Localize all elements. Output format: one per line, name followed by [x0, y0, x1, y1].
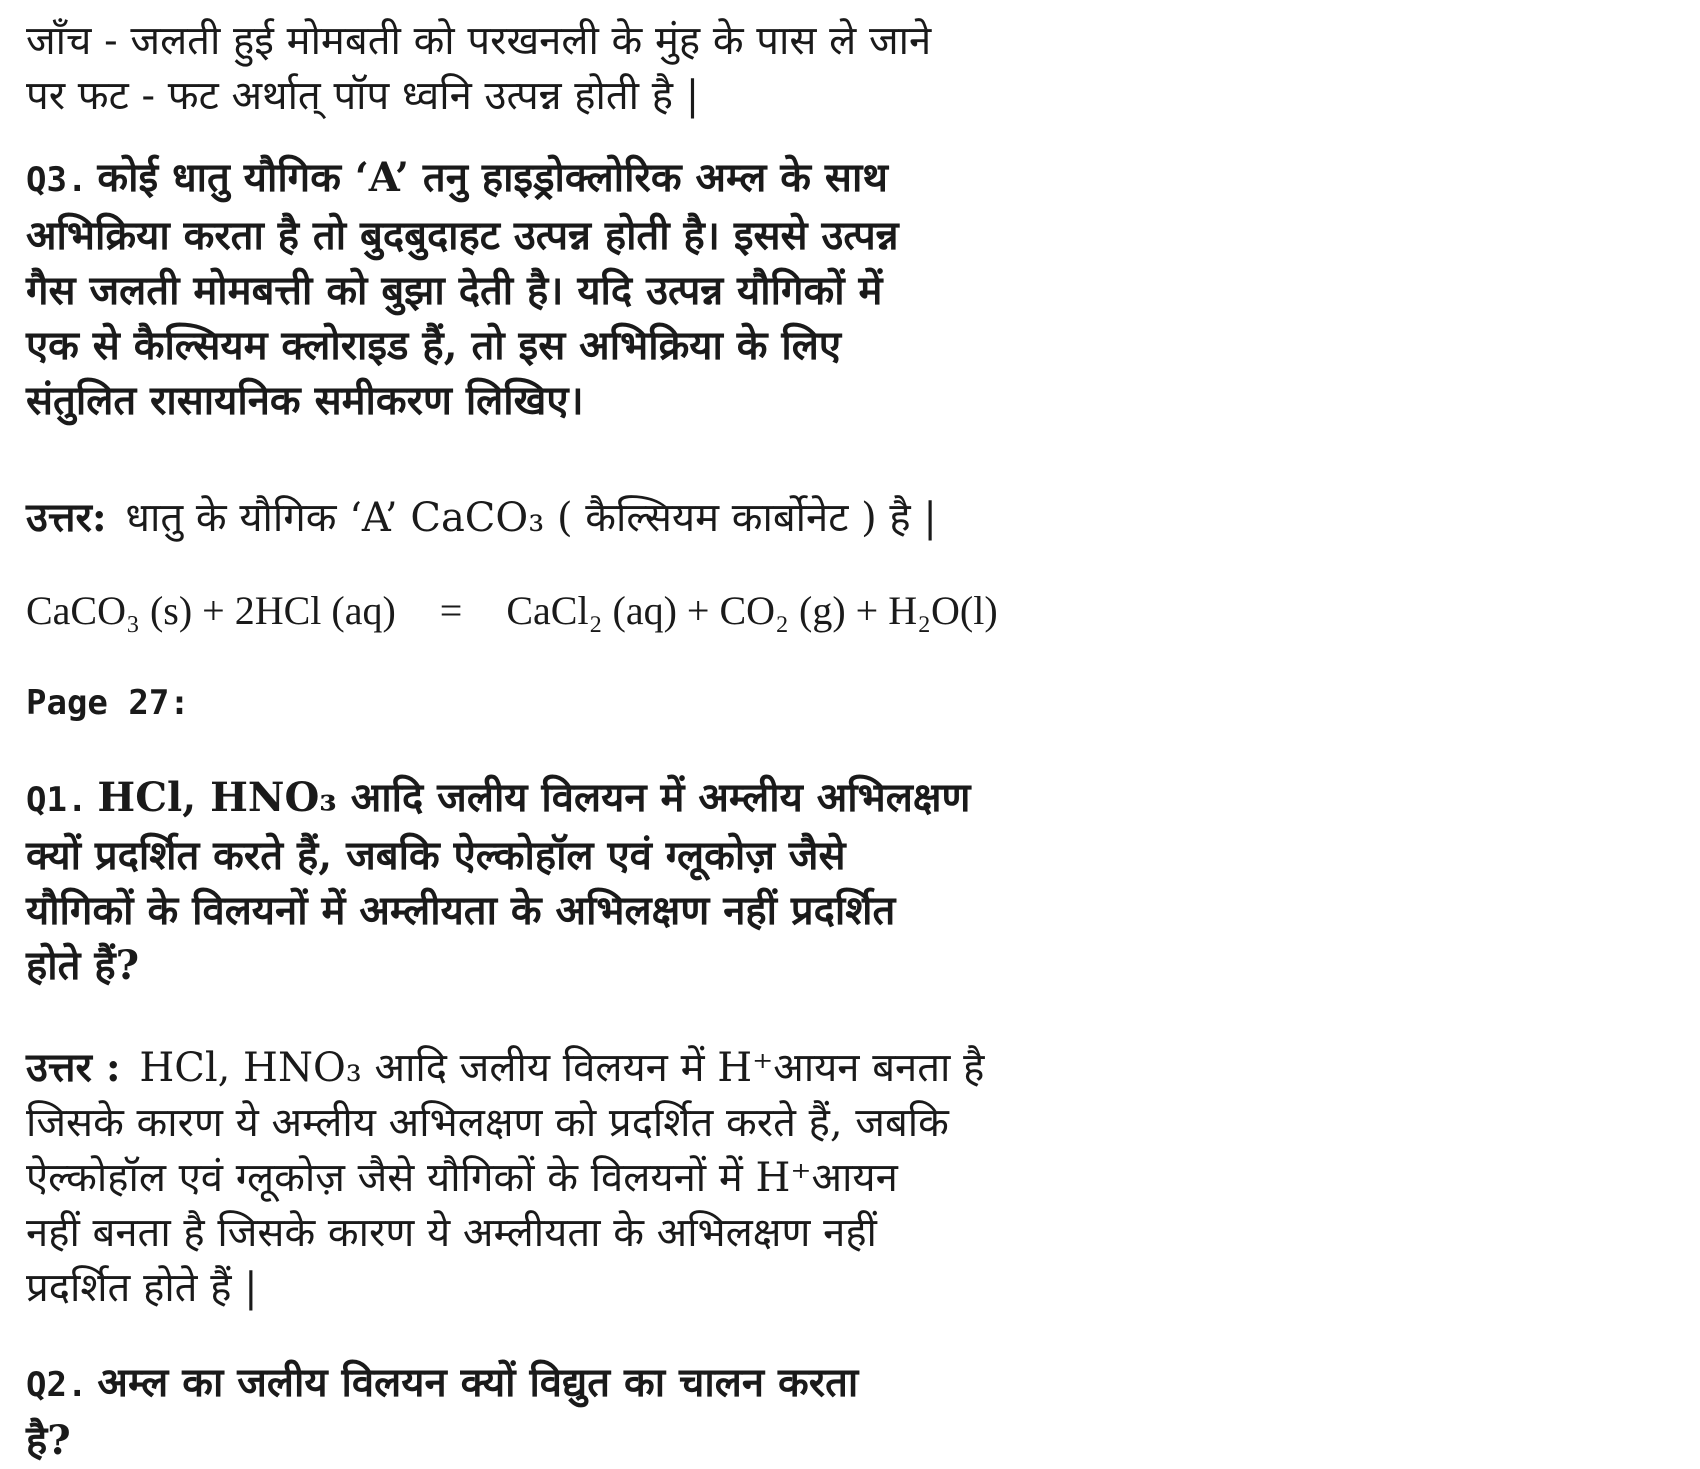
answer-line: नहीं बनता है जिसके कारण ये अम्लीयता के अभिलक्षण नहीं [26, 1210, 877, 1256]
equation-sign: = [439, 588, 463, 633]
question-1 [26, 770, 1176, 993]
equation-products: CaCl₂ (aq) + CO₂ (g) + H₂O(l) [506, 588, 998, 633]
question-line: क्यों प्रदर्शित करते हैं, जबकि ऐल्कोहॉल एवं ग्लूकोज़ जैसे [26, 832, 846, 879]
question-line: एक से कैल्सियम क्लोराइड हैं, तो इस अभिक्रिया के लिए [26, 322, 842, 369]
question-line: अभिक्रिया करता है तो बुदबुदाहट उत्पन्न होती है। इससे उत्पन्न [26, 212, 899, 259]
question-line: यौगिकों के विलयनों में अम्लीयता के अभिलक्षण नहीं प्रदर्शित [26, 887, 896, 934]
intro-line: जाँच - जलती हुई मोमबती को परखनली के मुंह के पास ले जाने [26, 18, 932, 64]
question-text: HCl, HNO₃ आदि जलीय विलयन में अम्लीय अभिलक्षण [97, 774, 971, 821]
question-number: Q3. [26, 160, 88, 200]
answer-line: प्रदर्शित होते हैं | [26, 1265, 258, 1311]
question-line: संतुलित रासायनिक समीकरण लिखिए। [26, 377, 584, 424]
question-text: अम्ल का जलीय विलयन क्यों विद्युत का चालन करता [97, 1359, 859, 1406]
question-number: Q2. [26, 1365, 88, 1405]
question-3 [26, 150, 1176, 428]
page-reference: Page 27: [26, 683, 190, 723]
question-line: होते हैं? [26, 942, 140, 989]
question-line [26, 770, 1176, 828]
answer-line [26, 1040, 1176, 1096]
question-line [26, 1355, 1176, 1413]
question-number: Q1. [26, 780, 88, 820]
answer-line: ऐल्कोहॉल एवं ग्लूकोज़ जैसे यौगिकों के विलयनों में H⁺आयन [26, 1155, 898, 1201]
answer-text: HCl, HNO₃ आदि जलीय विलयन में H⁺आयन बनता है [139, 1045, 985, 1091]
answer-1 [26, 1040, 1176, 1316]
answer-label: उत्तर: [26, 494, 107, 541]
question-line [26, 150, 1176, 208]
answer-label: उत्तर : [26, 1044, 121, 1091]
answer-line: जिसके कारण ये अम्लीय अभिलक्षण को प्रदर्शित करते हैं, जबकि [26, 1100, 949, 1146]
answer-3 [26, 490, 1176, 546]
chemical-equation [26, 583, 1176, 638]
question-line: गैस जलती मोमबत्ती को बुझा देती है। यदि उत्पन्न यौगिकों में [26, 267, 883, 314]
answer-text: धातु के यौगिक ‘A’ CaCO₃ ( कैल्सियम कार्बोनेट ) है | [125, 495, 937, 541]
answer-line [26, 490, 1176, 546]
question-text: कोई धातु यौगिक ‘A’ तनु हाइड्रोक्लोरिक अम्ल के साथ [97, 154, 888, 201]
question-2 [26, 1355, 1176, 1468]
question-line: है? [26, 1417, 71, 1464]
intro-line: पर फट - फट अर्थात् पॉप ध्वनि उत्पन्न होती है | [26, 73, 700, 119]
equation-reactants: CaCO₃ (s) + 2HCl (aq) [26, 588, 396, 633]
intro-paragraph [26, 14, 1176, 124]
